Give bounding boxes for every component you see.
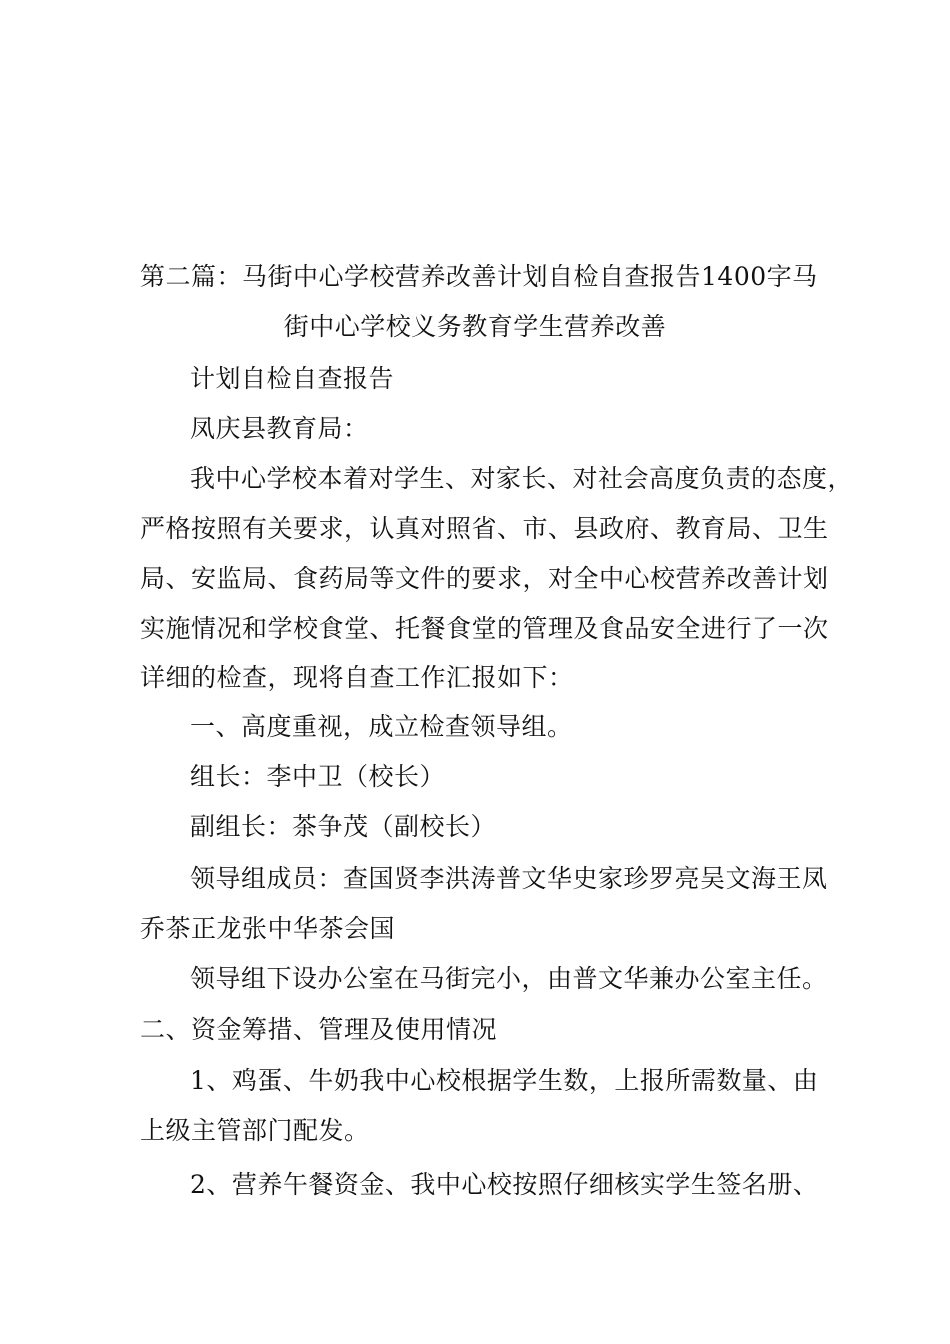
item-2-line: 2、营养午餐资金、我中心校按照仔细核实学生签名册、	[190, 1170, 819, 1199]
intro-line: 实施情况和学校食堂、托餐食堂的管理及食品安全进行了一次	[140, 614, 829, 643]
intro-line: 局、安监局、食药局等文件的要求，对全中心校营养改善计划	[140, 564, 829, 593]
members-line: 乔茶正龙张中华茶会国	[140, 914, 396, 943]
members-line: 领导组成员：查国贤李洪涛普文华史家珍罗亮吴文海王凤	[190, 864, 828, 893]
leader-line: 组长：李中卫（校长）	[190, 762, 446, 791]
deputy-leader-line: 副组长：茶争茂（副校长）	[190, 812, 497, 841]
section-1-heading: 一、高度重视，成立检查领导组。	[190, 712, 573, 741]
salutation: 凤庆县教育局：	[190, 414, 369, 443]
intro-line: 严格按照有关要求，认真对照省、市、县政府、教育局、卫生	[140, 514, 829, 543]
title-line-1: 第二篇：马街中心学校营养改善计划自检自查报告1400字马	[140, 262, 818, 291]
item-1-line: 1、鸡蛋、牛奶我中心校根据学生数，上报所需数量、由	[190, 1066, 819, 1095]
item-1-line: 上级主管部门配发。	[140, 1116, 370, 1145]
title-line-2: 街中心学校义务教育学生营养改善	[283, 312, 667, 341]
office-line: 领导组下设办公室在马街完小，由普文华兼办公室主任。	[190, 964, 828, 993]
section-2-heading: 二、资金筹措、管理及使用情况	[140, 1015, 498, 1044]
title-line-3: 计划自检自查报告	[190, 364, 395, 393]
intro-line: 我中心学校本着对学生、对家长、对社会高度负责的态度，	[190, 464, 854, 493]
intro-line: 详细的检查，现将自查工作汇报如下：	[140, 663, 574, 692]
